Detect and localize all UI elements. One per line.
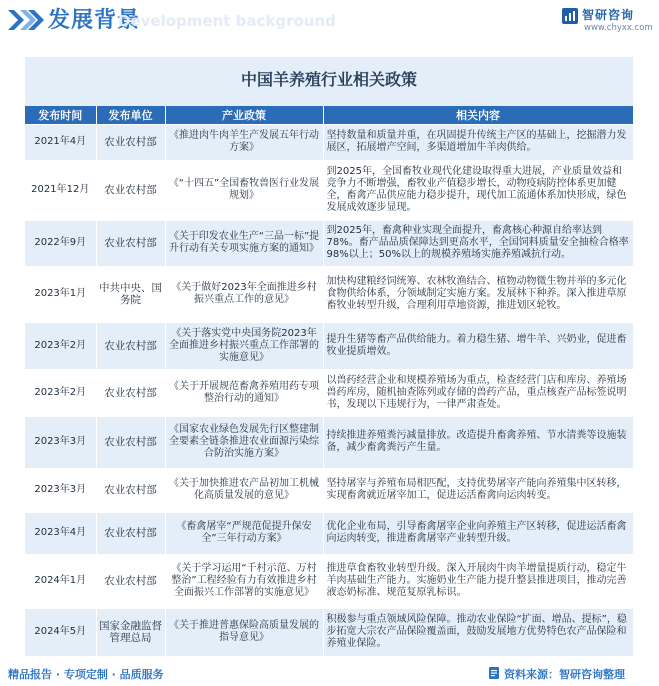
cell-policy: 《“十四五”全国畜牧兽医行业发展规划》 [165,160,323,220]
table-title: 中国羊养殖行业相关政策 [25,57,633,103]
cell-unit: 农业农村部 [96,124,165,160]
table-row [25,468,633,512]
cell-content: 推进草食畜牧业转型升级。深入开展肉牛肉羊增量提质行动，稳定牛羊肉基础生产能力。实施奶业生产能力提升整县推进项目，推动完善液态奶标准、规范复原乳标识。 [323,554,633,608]
cell-policy: 《关于加快推进农产品初加工机械化高质量发展的意见》 [165,468,323,512]
cell-unit: 农业农村部 [96,512,165,554]
table-row [25,322,633,369]
column-header-date: 发布时间 [25,106,96,124]
footer-slogan: 精品报告 · 专项定制 · 品质服务 [8,668,164,681]
cell-date: 2023年1月 [25,266,96,322]
column-header-content: 相关内容 [323,106,633,124]
cell-content: 坚持屠宰与养殖布局相匹配，支持优势屠宰产能向养殖集中区转移，实现畜禽就近屠宰加工，促进运活畜禽向运肉转变。 [323,468,633,512]
cell-unit: 农业农村部 [96,322,165,369]
cell-date: 2023年2月 [25,322,96,369]
cell-policy: 《国家农业绿色发展先行区整建制全要素全链条推进农业面源污染综合防治实施方案》 [165,416,323,468]
cell-date: 2023年3月 [25,468,96,512]
cell-date: 2024年1月 [25,554,96,608]
brand-name: 智研咨询 [582,8,635,22]
column-header-policy: 产业政策 [165,106,323,124]
table-row [25,608,633,656]
cell-unit: 中共中央、国务院 [96,266,165,322]
cell-content: 坚持数量和质量并重，在巩固提升传统主产区的基础上，挖掘潜力发展区，拓展增产空间，多渠道增加牛羊肉供给。 [323,124,633,160]
cell-unit: 农业农村部 [96,554,165,608]
cell-date: 2024年5月 [25,608,96,656]
table-row [25,369,633,416]
table-row [25,416,633,468]
footer [0,662,659,686]
table-row [25,160,633,220]
cell-policy: 《畜禽屠宰“严规范促提升保安全”三年行动方案》 [165,512,323,554]
table-row [25,124,633,160]
cell-content: 提升生猪等畜产品供给能力。着力稳生猪、增牛羊、兴奶业，促进畜牧业提质增效。 [323,322,633,369]
policy-table [25,106,634,656]
cell-policy: 《关于开展规范畜禽养殖用药专项整治行动的通知》 [165,369,323,416]
double-chevron-icon [8,10,44,30]
table-row [25,512,633,554]
source-note: 资料来源：智研咨询整理 [504,668,625,681]
table-row [25,220,633,266]
cell-unit: 农业农村部 [96,220,165,266]
brand-logo [562,5,652,37]
cell-content: 以兽药经营企业和规模养殖场为重点，检查经营门店和库房、养殖场兽药库房，随机抽查陈列或存储的兽药产品，重点核查产品标签说明书，发现以下违规行为，一律严肃查处。 [323,369,633,416]
document-icon [488,667,500,679]
cell-date: 2023年4月 [25,512,96,554]
cell-policy: 《推进肉牛肉羊生产发展五年行动方案》 [165,124,323,160]
cell-date: 2023年3月 [25,416,96,468]
section-title: 发展背景 [48,8,141,33]
cell-unit: 农业农村部 [96,468,165,512]
cell-policy: 《关于做好2023年全面推进乡村振兴重点工作的意见》 [165,266,323,322]
table-row [25,266,633,322]
cell-date: 2022年9月 [25,220,96,266]
cell-policy: 《关于推进普惠保险高质量发展的指导意见》 [165,608,323,656]
cell-policy: 《关于学习运用“千村示范、万村整治”工程经验有力有效推进乡村全面振兴工作部署的实施意见》 [165,554,323,608]
brand-logo-icon [562,8,578,24]
section-watermark: Development background [118,12,336,30]
cell-unit: 国家金融监督管理总局 [96,608,165,656]
cell-content: 持续推进养殖粪污减量排放。改造提升畜禽养殖、节水清粪等设施装备，减少畜禽粪污产生量。 [323,416,633,468]
cell-content: 加快构建粮经饲统筹、农林牧渔结合、植物动物微生物并举的多元化食物供给体系，分领域制定实施方案。发展林下种养。深入推进草原畜牧业转型升级，合理利用草地资源，推进划区轮牧。 [323,266,633,322]
cell-unit: 农业农村部 [96,369,165,416]
column-header-unit: 发布单位 [96,106,165,124]
cell-date: 2021年4月 [25,124,96,160]
brand-url: www.chyxx.com [584,23,653,33]
cell-date: 2023年2月 [25,369,96,416]
cell-content: 到2025年，全国畜牧业现代化建设取得重大进展，产业质量效益和竞争力不断增强，畜牧业产值稳步增长，动物疫病防控体系更加健全，畜禽产品供应能力稳步提升，现代加工流通体系加快形成，绿色发展成效逐步显现。 [323,160,633,220]
cell-policy: 《关于落实党中央国务院2023年全面推进乡村振兴重点工作部署的实施意见》 [165,322,323,369]
cell-content: 到2025年，畜禽种业实现全面提升，畜禽核心种源自给率达到78%。畜产品品质保障达到更高水平，全国饲料质量安全抽检合格率98%以上；50%以上的规模养殖场实施养殖减抗行动。 [323,220,633,266]
cell-date: 2021年12月 [25,160,96,220]
cell-unit: 农业农村部 [96,416,165,468]
cell-content: 积极参与重点领域风险保障。推动农业保险“扩面、增品、提标”，稳步拓宽大宗农产品保险覆盖面，鼓励发展地方优势特色农产品保险和养殖业保险。 [323,608,633,656]
cell-unit: 农业农村部 [96,160,165,220]
cell-policy: 《关于印发农业生产“三品一标”提升行动有关专项实施方案的通知》 [165,220,323,266]
table-row [25,554,633,608]
table-header-row [25,106,633,124]
cell-content: 优化企业布局，引导畜禽屠宰企业向养殖主产区转移，促进运活畜禽向运肉转变，推进畜禽屠宰产业转型升级。 [323,512,633,554]
header [0,0,659,40]
